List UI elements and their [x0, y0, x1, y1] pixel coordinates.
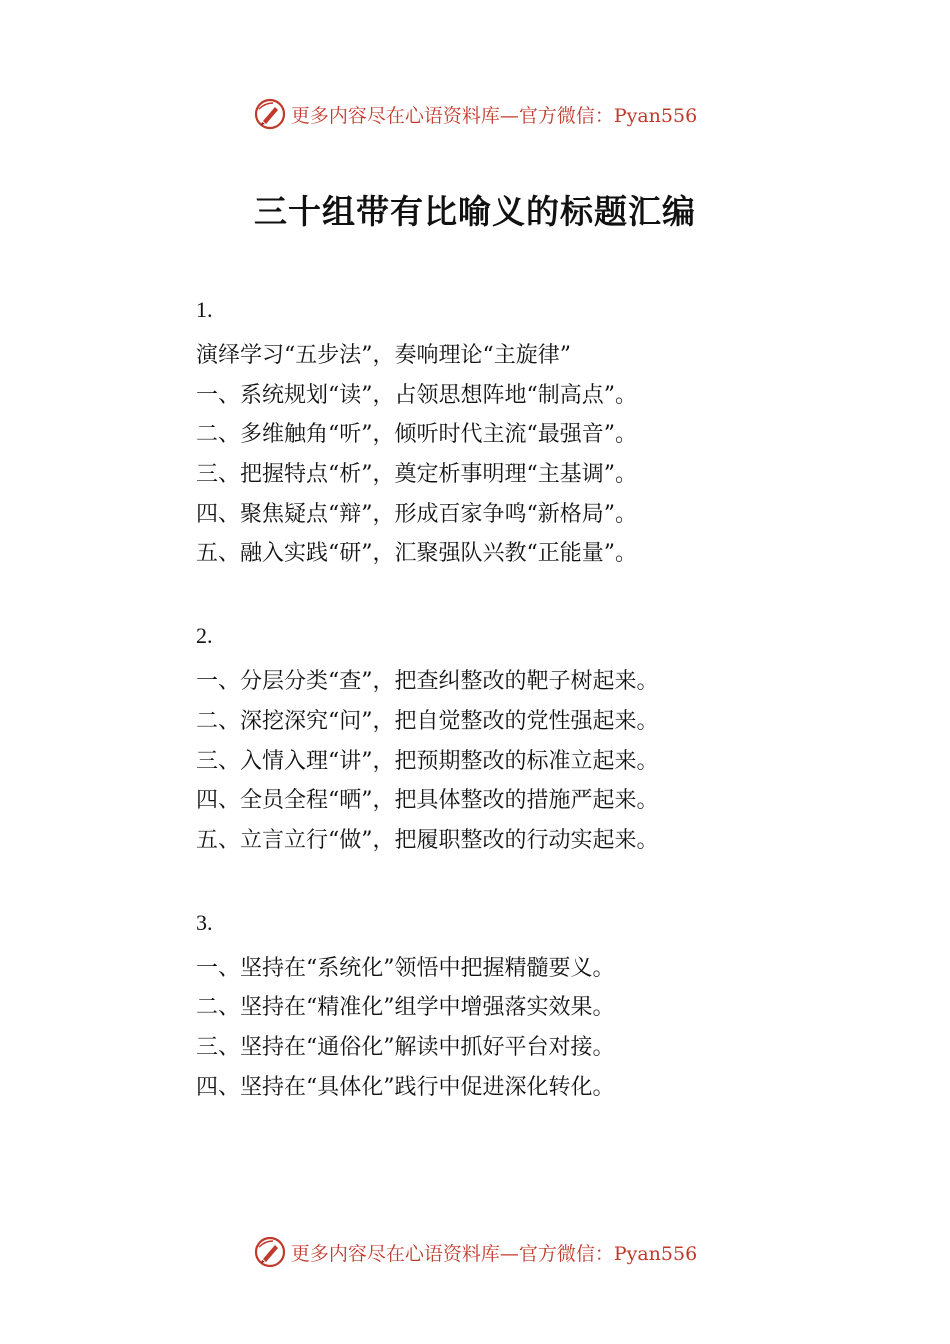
- watermark-text: 更多内容尽在心语资料库—官方微信：: [290, 1242, 614, 1265]
- list-item: 一、系统规划“读”，占领思想阵地“制高点”。: [196, 382, 637, 408]
- list-item: 一、分层分类“查”，把查纠整改的靶子树起来。: [196, 669, 659, 695]
- pen-seal-icon: [253, 1235, 287, 1269]
- header-watermark: [0, 94, 950, 134]
- section-number: 1.: [196, 297, 213, 322]
- list-item: 五、融入实践“研”，汇聚强队兴教“正能量”。: [196, 541, 637, 567]
- section-number: 3.: [196, 909, 213, 935]
- section-number: 2.: [196, 623, 213, 649]
- list-item: 二、多维触角“听”，倾听时代主流“最强音”。: [196, 422, 637, 448]
- list-item: 三、坚持在“通俗化”解读中抓好平台对接。: [196, 1034, 615, 1060]
- list-item: 二、深挖深究“问”，把自觉整改的党性强起来。: [196, 708, 659, 734]
- section-2: [196, 616, 816, 860]
- footer-watermark: [0, 1232, 950, 1272]
- list-item: 四、聚焦疑点“辩”，形成百家争鸣“新格局”。: [196, 501, 637, 527]
- watermark-wechat-id: Pyan556: [613, 1242, 698, 1265]
- list-item: 三、把握特点“析”，奠定析事明理“主基调”。: [196, 462, 637, 488]
- page-title: 三十组带有比喻义的标题汇编: [254, 192, 696, 231]
- list-item: 三、入情入理“讲”，把预期整改的标准立起来。: [196, 748, 659, 774]
- document-body: [196, 290, 816, 1149]
- watermark-text: 更多内容尽在心语资料库—官方微信：: [290, 104, 614, 127]
- list-item: 一、坚持在“系统化”领悟中把握精髓要义。: [196, 955, 615, 981]
- list-item: 五、立言立行“做”，把履职整改的行动实起来。: [196, 827, 659, 853]
- watermark-wechat-id: Pyan556: [613, 104, 698, 127]
- list-item: 二、坚持在“精准化”组学中增强落实效果。: [196, 995, 615, 1021]
- section-heading: 演绎学习“五步法”，奏响理论“主旋律”: [196, 343, 571, 368]
- pen-seal-icon: [253, 97, 287, 131]
- section-1: [196, 290, 816, 574]
- list-item: 四、全员全程“晒”，把具体整改的措施严起来。: [196, 788, 659, 814]
- list-item: 四、坚持在“具体化”践行中促进深化转化。: [196, 1074, 615, 1100]
- section-3: [196, 903, 816, 1108]
